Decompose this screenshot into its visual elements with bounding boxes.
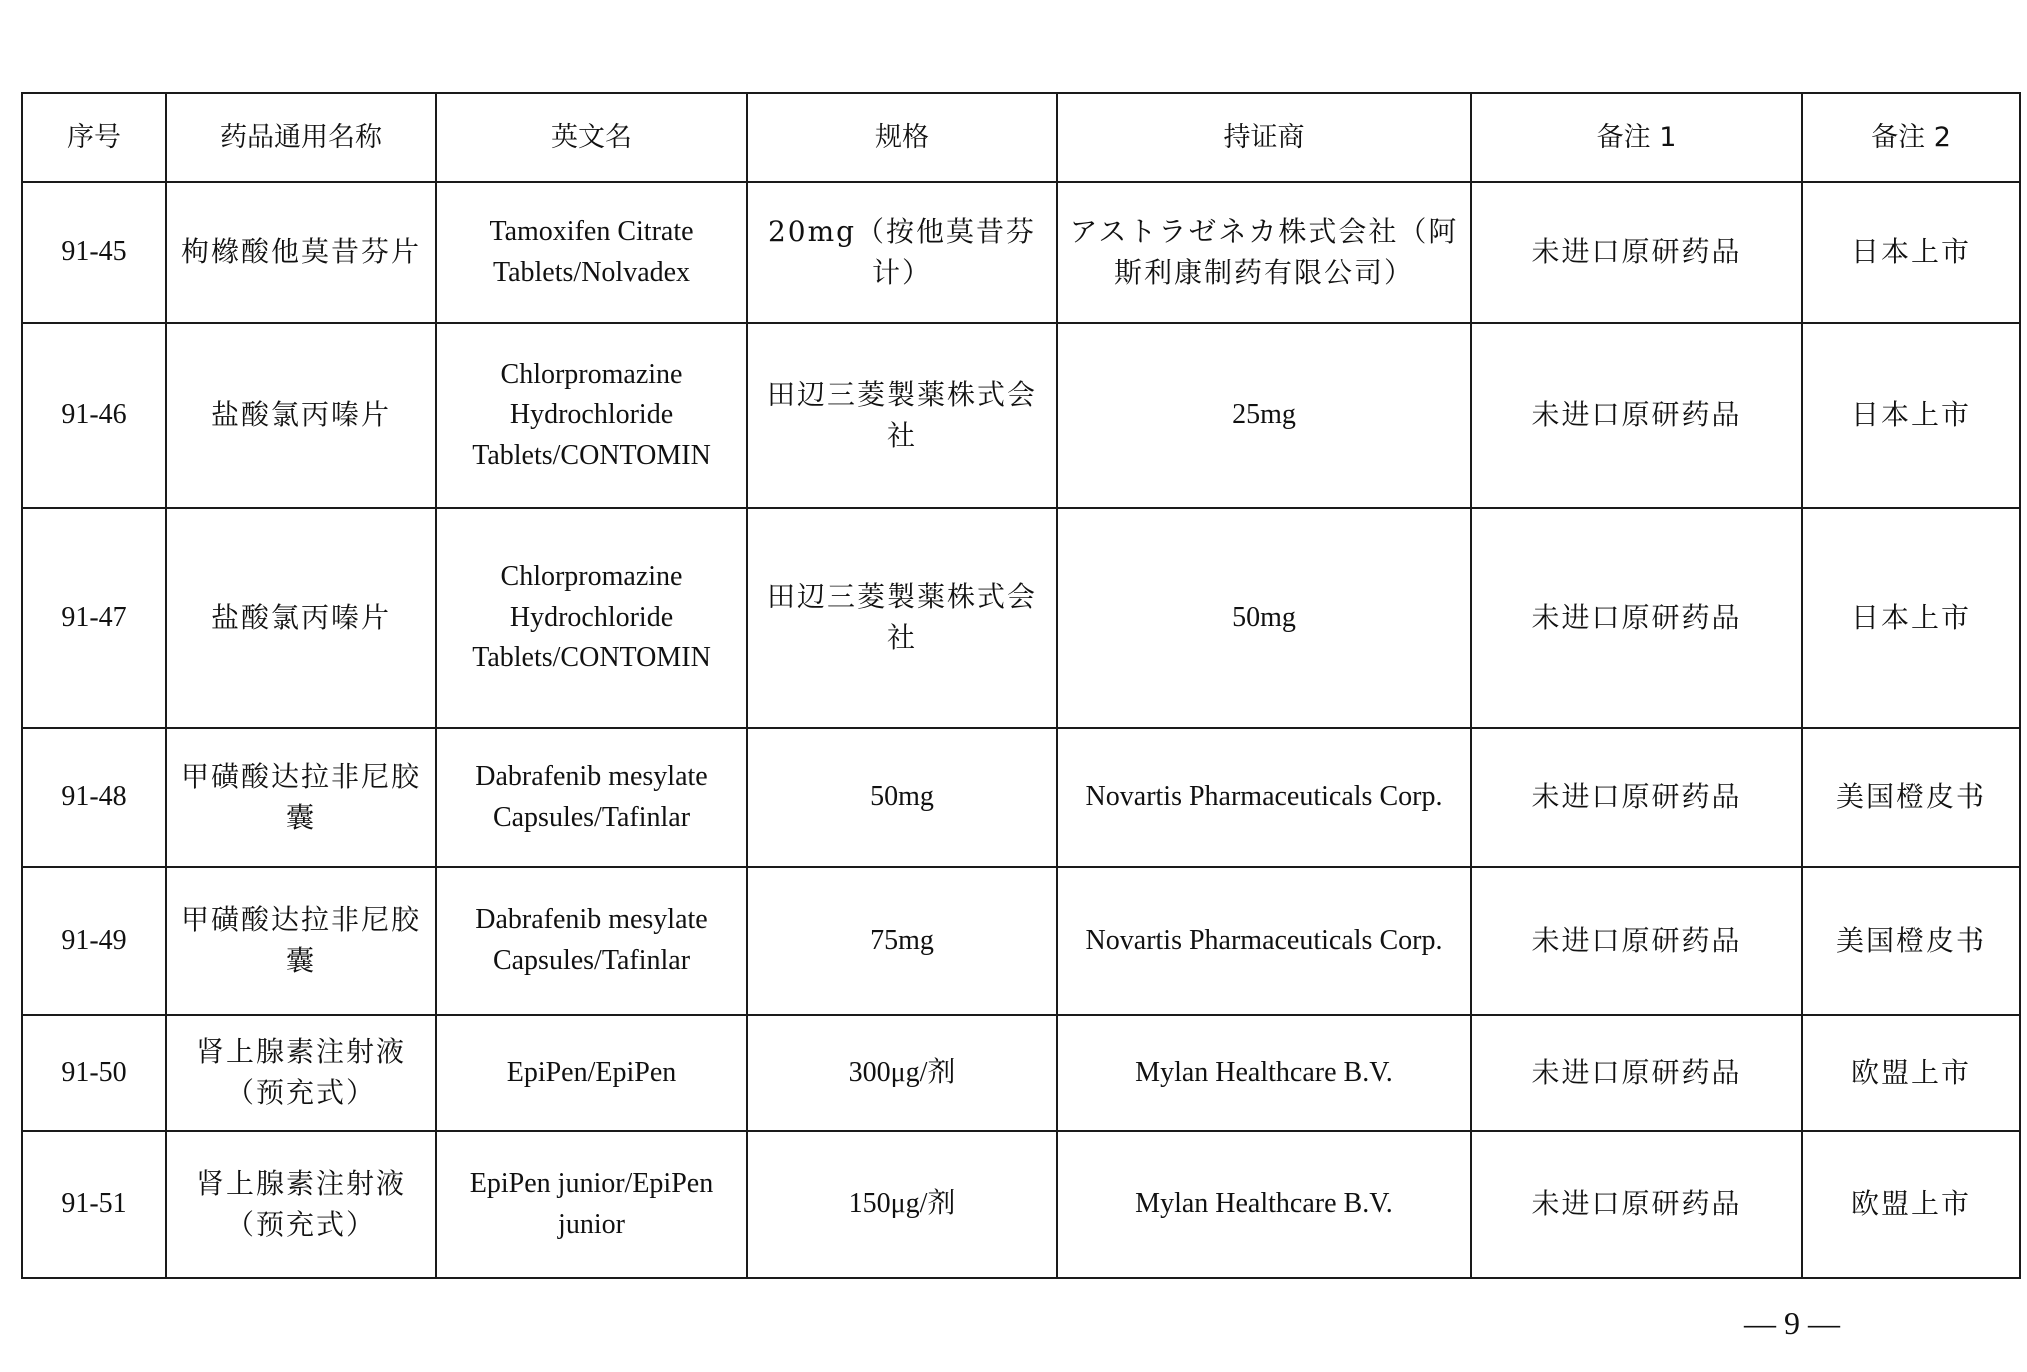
cell-note-1: 未进口原研药品 [1471,1015,1802,1131]
cell-serial-number: 91-45 [22,182,166,323]
cell-note-1: 未进口原研药品 [1471,728,1802,867]
cell-generic-name: 盐酸氯丙嗪片 [166,323,436,508]
cell-license-holder: Novartis Pharmaceuticals Corp. [1057,867,1471,1015]
header-specification: 规格 [747,93,1057,182]
cell-english-name: Chlorpromazine Hydrochloride Tablets/CONTOMIN [436,508,747,728]
cell-specification: 田辺三菱製薬株式会社 [747,323,1057,508]
cell-license-holder: Novartis Pharmaceuticals Corp. [1057,728,1471,867]
cell-serial-number: 91-48 [22,728,166,867]
header-serial-number: 序号 [22,93,166,182]
cell-specification: 150μg/剂 [747,1131,1057,1278]
cell-specification: 50mg [747,728,1057,867]
page-number: — 9 — [1744,1305,1840,1341]
cell-generic-name: 盐酸氯丙嗪片 [166,508,436,728]
cell-license-holder: 50mg [1057,508,1471,728]
header-note-2: 备注 2 [1802,93,2020,182]
cell-note-2: 欧盟上市 [1802,1015,2020,1131]
cell-license-holder: Mylan Healthcare B.V. [1057,1015,1471,1131]
cell-note-2: 美国橙皮书 [1802,728,2020,867]
cell-generic-name: 甲磺酸达拉非尼胶囊 [166,728,436,867]
cell-note-1: 未进口原研药品 [1471,323,1802,508]
cell-note-2: 欧盟上市 [1802,1131,2020,1278]
cell-generic-name: 肾上腺素注射液（预充式） [166,1015,436,1131]
cell-note-2: 日本上市 [1802,182,2020,323]
drug-list-table [21,92,2021,1279]
table-row [22,323,2020,508]
cell-note-2: 日本上市 [1802,323,2020,508]
cell-english-name: EpiPen/EpiPen [436,1015,747,1131]
cell-specification: 20mg（按他莫昔芬计） [747,182,1057,323]
cell-serial-number: 91-49 [22,867,166,1015]
table-row [22,1131,2020,1278]
cell-note-2: 日本上市 [1802,508,2020,728]
cell-serial-number: 91-50 [22,1015,166,1131]
cell-note-2: 美国橙皮书 [1802,867,2020,1015]
cell-generic-name: 枸橼酸他莫昔芬片 [166,182,436,323]
cell-english-name: Dabrafenib mesylate Capsules/Tafinlar [436,867,747,1015]
cell-note-1: 未进口原研药品 [1471,508,1802,728]
table-row [22,508,2020,728]
cell-serial-number: 91-47 [22,508,166,728]
cell-generic-name: 甲磺酸达拉非尼胶囊 [166,867,436,1015]
cell-english-name: Chlorpromazine Hydrochloride Tablets/CONTOMIN [436,323,747,508]
header-generic-name: 药品通用名称 [166,93,436,182]
header-english-name: 英文名 [436,93,747,182]
table-row [22,1015,2020,1131]
table-row [22,728,2020,867]
header-note-1: 备注 1 [1471,93,1802,182]
cell-generic-name: 肾上腺素注射液（预充式） [166,1131,436,1278]
header-license-holder: 持证商 [1057,93,1471,182]
cell-english-name: EpiPen junior/EpiPen junior [436,1131,747,1278]
cell-note-1: 未进口原研药品 [1471,867,1802,1015]
cell-specification: 75mg [747,867,1057,1015]
table-row [22,182,2020,323]
cell-specification: 300μg/剂 [747,1015,1057,1131]
cell-english-name: Dabrafenib mesylate Capsules/Tafinlar [436,728,747,867]
cell-serial-number: 91-51 [22,1131,166,1278]
cell-license-holder: 25mg [1057,323,1471,508]
table-header-row [22,93,2020,182]
cell-note-1: 未进口原研药品 [1471,182,1802,323]
cell-serial-number: 91-46 [22,323,166,508]
cell-license-holder: アストラゼネカ株式会社（阿斯利康制药有限公司） [1057,182,1471,323]
cell-specification: 田辺三菱製薬株式会社 [747,508,1057,728]
cell-license-holder: Mylan Healthcare B.V. [1057,1131,1471,1278]
table-row [22,867,2020,1015]
cell-english-name: Tamoxifen Citrate Tablets/Nolvadex [436,182,747,323]
cell-note-1: 未进口原研药品 [1471,1131,1802,1278]
